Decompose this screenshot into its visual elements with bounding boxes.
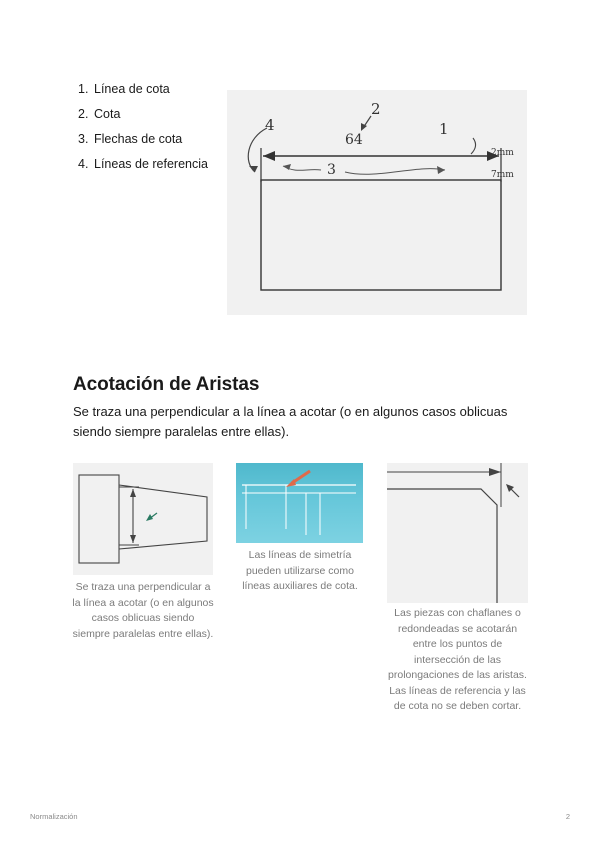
figure-symmetry: [236, 463, 363, 543]
label-2mm: 2mm: [491, 148, 514, 158]
footer-page-number: 2: [565, 812, 570, 821]
figure-symmetry-drawing: [236, 463, 363, 543]
list-item: 1. Línea de cota: [78, 82, 170, 96]
list-item: 3. Flechas de cota: [78, 132, 183, 146]
dimension-elements-list: [78, 80, 208, 180]
dimension-sketch: [227, 90, 527, 315]
figure-perpendicular-drawing: [73, 463, 213, 575]
figure-chamfer-drawing: [387, 463, 528, 603]
label-1: 1: [439, 120, 449, 138]
label-7mm: 7mm: [491, 170, 514, 180]
label-3: 3: [327, 162, 336, 178]
figure-perpendicular: [73, 463, 213, 575]
footer-section-name: Normalización: [30, 812, 78, 821]
list-item: 2. Cota: [78, 107, 121, 121]
label-4: 4: [265, 116, 275, 134]
figure-chamfer: [387, 463, 528, 603]
label-2: 2: [371, 100, 381, 118]
section-title: Acotación de Aristas: [73, 374, 260, 395]
section-lead: Se traza una perpendicular a la línea a acotar (o en algunos casos oblicuas siendo siempre paralelas entre ellas).: [73, 404, 508, 439]
figure-caption: Las piezas con chaflanes o redondeadas se acotarán entre los puntos de intersección de las prolongaciones de las aristas. Las líneas de referencia y las de cota no se deben cortar.: [388, 607, 527, 712]
figure-caption: Las líneas de simetría pueden utilizarse como líneas auxiliares de cota.: [242, 549, 358, 592]
label-64: 64: [345, 132, 363, 148]
list-item: 4. Líneas de referencia: [78, 157, 208, 171]
figure-caption: Se traza una perpendicular a la línea a acotar (o en algunos casos oblicuas siendo siempre paralelas entre ellas).: [72, 581, 214, 640]
